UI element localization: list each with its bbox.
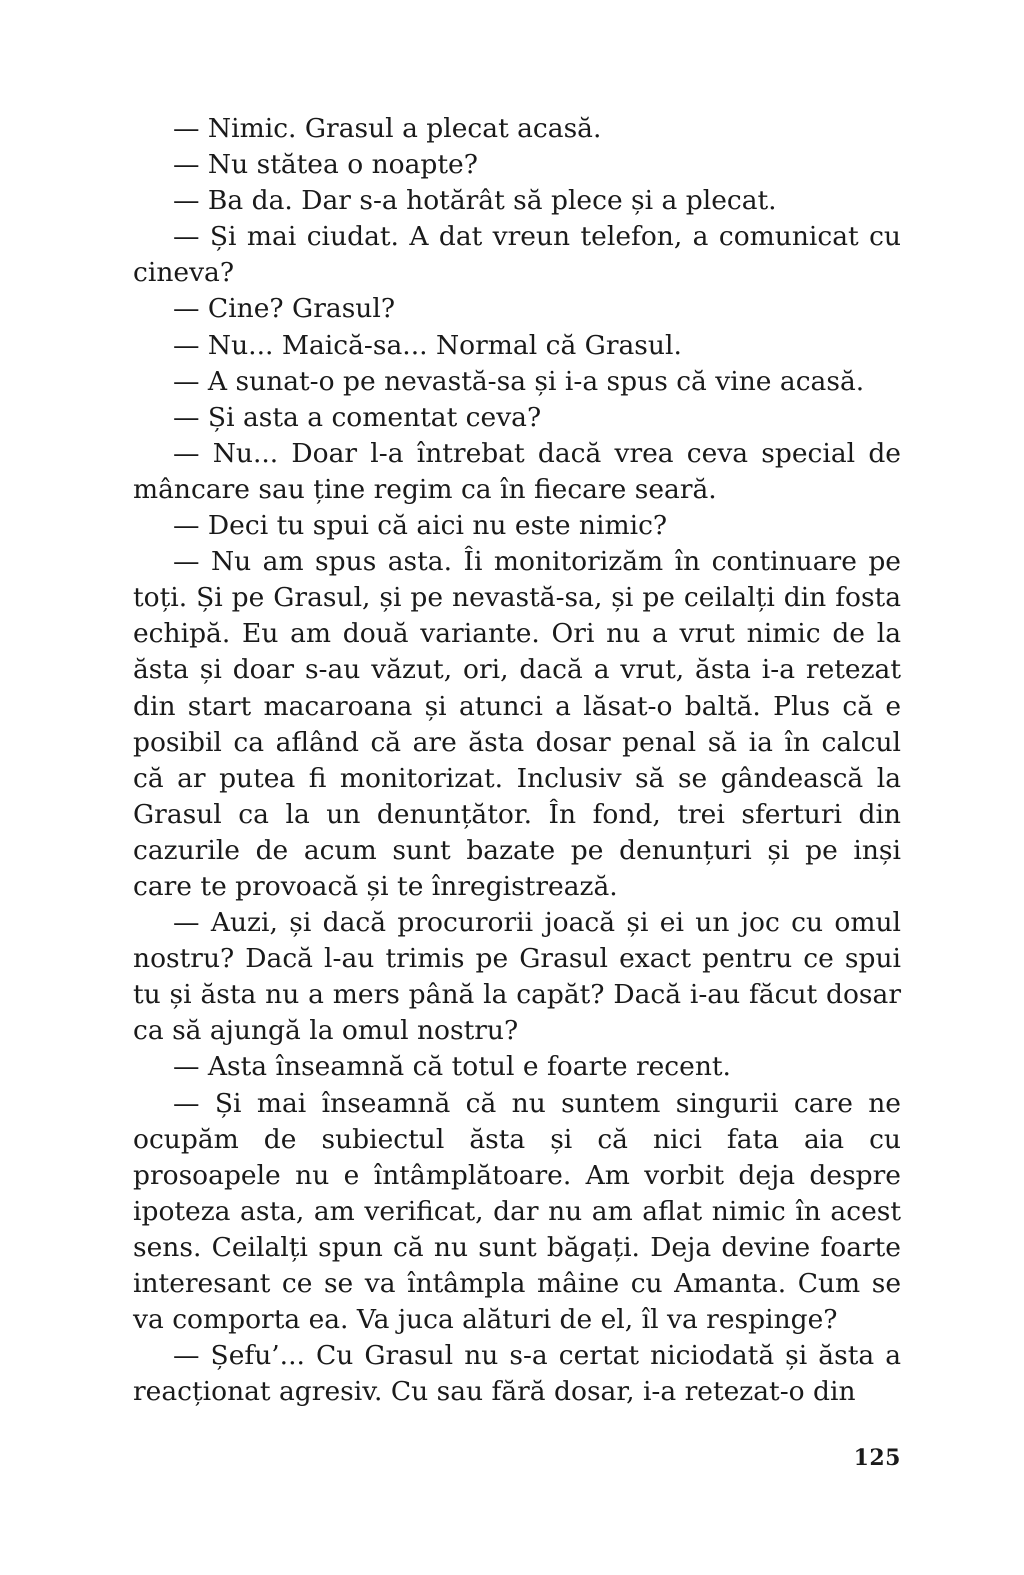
dialogue-line: — Asta înseamnă că totul e foarte recent. <box>173 1051 731 1083</box>
dialogue-line: — Nu... Maică-sa... Normal că Grasul. <box>173 329 682 361</box>
dialogue-line: — Și mai înseamnă că nu suntem singurii care ne ocupăm de subiectul ăsta și că nici fata aia cu prosoapele nu e întâmplătoare. Am vorbit deja despre ipoteza asta, am verificat, dar nu am aflat nimic în acest sens. Ceilalți spun că nu sunt băgați. Deja devine foarte interesant ce se va întâmpla mâine cu Amanta. Cum se va comporta ea. Va juca alături de el, îl va respinge? <box>133 1087 901 1336</box>
dialogue-line: — Ba da. Dar s-a hotărât să plece și a plecat. <box>173 185 777 217</box>
dialogue-line: — Deci tu spui că aici nu este nimic? <box>173 510 668 542</box>
dialogue-line: — Cine? Grasul? <box>173 293 396 325</box>
dialogue-line: — Șefu’... Cu Grasul nu s-a certat niciodată și ăsta a reacționat agresiv. Cu sau fără dosar, i-a retezat-o din <box>133 1340 901 1408</box>
dialogue-line: — Nimic. Grasul a plecat acasă. <box>173 113 602 144</box>
dialogue-line: — Și asta a comentat ceva? <box>173 401 542 433</box>
dialogue-line: — Nu stătea o noapte? <box>173 149 478 181</box>
dialogue-line: — Nu... Doar l-a întrebat dacă vrea ceva special de mâncare sau ține regim ca în fiecare seară. <box>133 437 901 505</box>
page-number: 125 <box>853 1445 901 1471</box>
dialogue-line: — Auzi, și dacă procurorii joacă și ei un joc cu omul nostru? Dacă l-au trimis pe Grasul exact pentru ce spui tu și ăsta nu a mers până la capăt? Dacă i-au făcut dosar ca să ajungă la omul nostru? <box>133 907 901 1047</box>
dialogue-line: — Și mai ciudat. A dat vreun telefon, a comunicat cu cineva? <box>133 221 901 289</box>
dialogue-line: — Nu am spus asta. Îi monitorizăm în continuare pe toți. Și pe Grasul, și pe nevastă-sa, și pe ceilalți din fosta echipă. Eu am două variante. Ori nu a vrut nimic de la ăsta și doar s-au văzut, ori, dacă a vrut, ăsta i-a retezat din start macaroana și atunci a lăsat-o baltă. Plus că e posibil ca aflând că are ăsta dosar penal să ia în calcul că ar putea fi monitorizat. Inclusiv să se gândească la Grasul ca la un denunțător. În fond, trei sferturi din cazurile de acum sunt bazate pe denunțuri și pe inși care te provoacă și te înregistrează. <box>133 546 901 902</box>
dialogue-line: — A sunat-o pe nevastă-sa și i-a spus că vine acasă. <box>173 365 865 397</box>
body-text <box>133 111 901 1410</box>
